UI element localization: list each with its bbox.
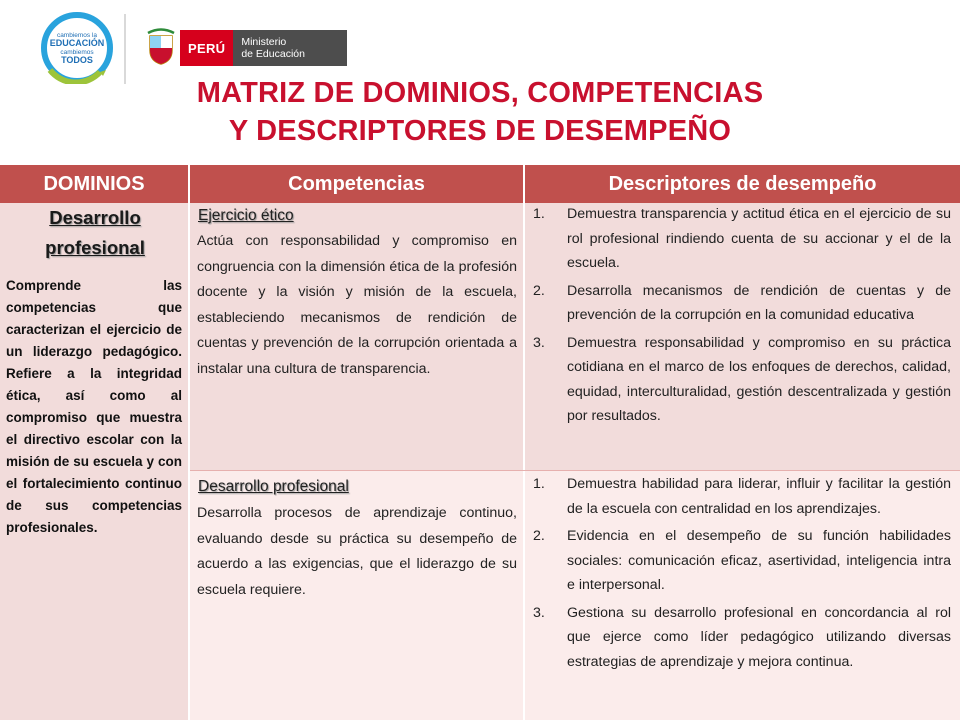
campaign-logo-line1: cambiemos la: [56, 32, 98, 39]
descriptor-text: Demuestra transparencia y actitud ética en el ejercicio de su rol profesional rindiendo cuenta de su accionar y el de la escuela.: [567, 206, 951, 271]
descriptor-item: [533, 472, 951, 521]
descriptor-item: [533, 524, 951, 598]
descriptor-item: [533, 331, 951, 429]
competency-title-1: Ejercicio ético: [198, 207, 294, 224]
descriptor-item: [533, 202, 951, 276]
descriptor-number: 2.: [533, 528, 545, 544]
descriptor-text: Demuestra habilidad para liderar, influir y facilitar la gestión de la escuela con centralidad en los aprendizajes.: [567, 476, 951, 517]
header-dominios: DOMINIOS: [0, 165, 188, 203]
competency-text-2: Desarrolla procesos de aprendizaje continuo, evaluando desde su práctica su desempeño de acuerdo a las exigencias, que el liderazgo de su escuela requiere.: [197, 505, 517, 598]
descriptor-text: Desarrolla mecanismos de rendición de cuentas y de prevención de la corrupción en la comunidad educativa: [567, 282, 951, 323]
domain-title-line2: profesional: [45, 237, 145, 258]
domain-title: [0, 205, 190, 261]
competency-title-2: Desarrollo profesional: [198, 478, 349, 495]
ministry-line1: Ministerio: [241, 36, 287, 48]
descriptor-number: 3.: [533, 334, 545, 351]
descriptor-item: [533, 601, 951, 675]
descriptor-item: [533, 279, 951, 328]
ministry-logo: [180, 30, 347, 66]
row-divider: [190, 470, 960, 471]
descriptor-number: 2.: [533, 282, 545, 299]
descriptor-number: 1.: [533, 206, 545, 222]
domain-description: Comprende las competencias que caracterizan el ejercicio de un liderazgo pedagógico. Refiere a la integridad ética, así como al compromiso que muestra el directivo escolar con la misión de su escuela y con el fortalecimiento continuo de sus competencias profesionales.: [6, 278, 182, 535]
header-competencias: Competencias: [190, 165, 523, 203]
coat-of-arms-icon: [146, 28, 176, 66]
descriptor-number: 1.: [533, 476, 545, 492]
page-title-line2: Y DESCRIPTORES DE DESEMPEÑO: [228, 115, 732, 147]
descriptor-text: Gestiona su desarrollo profesional en concordancia al rol que ejerce como líder pedagógico utilizando diversas estrategias de aprendizaje y mejora continua.: [567, 604, 951, 670]
descriptor-text: Demuestra responsabilidad y compromiso en su práctica cotidiana en el marco de los enfoques de derechos, calidad, equidad, interculturalidad, gestión descentralizada y gestión por resultados.: [567, 334, 951, 424]
descriptor-list-1: [533, 202, 951, 432]
header-descriptores: Descriptores de desempeño: [525, 165, 960, 203]
campaign-logo-line3: cambiemos: [60, 49, 94, 56]
page-title: [0, 74, 960, 150]
ministry-name: [233, 30, 347, 66]
ministry-line2: de Educación: [241, 48, 305, 60]
domains-matrix-table: [0, 165, 960, 720]
campaign-logo-line4: TODOS: [61, 55, 93, 65]
descriptor-number: 3.: [533, 604, 545, 621]
peru-label: PERÚ: [180, 30, 233, 66]
page-title-line1: MATRIZ DE DOMINIOS, COMPETENCIAS: [196, 77, 764, 109]
descriptor-text: Evidencia en el desempeño de su función habilidades sociales: comunicación eficaz, asertividad, inteligencia intra e interpersonal.: [567, 528, 951, 593]
descriptor-list-2: [533, 472, 951, 677]
competency-text-1: Actúa con responsabilidad y compromiso en congruencia con la dimensión ética de la profesión docente y la visión y misión de la escuela, estableciendo mecanismos de rendición de cuentas y prevención de la corrupción orientada a instalar una cultura de transparencia.: [197, 233, 517, 377]
campaign-logo-line2: EDUCACIÓN: [49, 38, 105, 48]
domain-title-line1: Desarrollo: [49, 207, 141, 228]
